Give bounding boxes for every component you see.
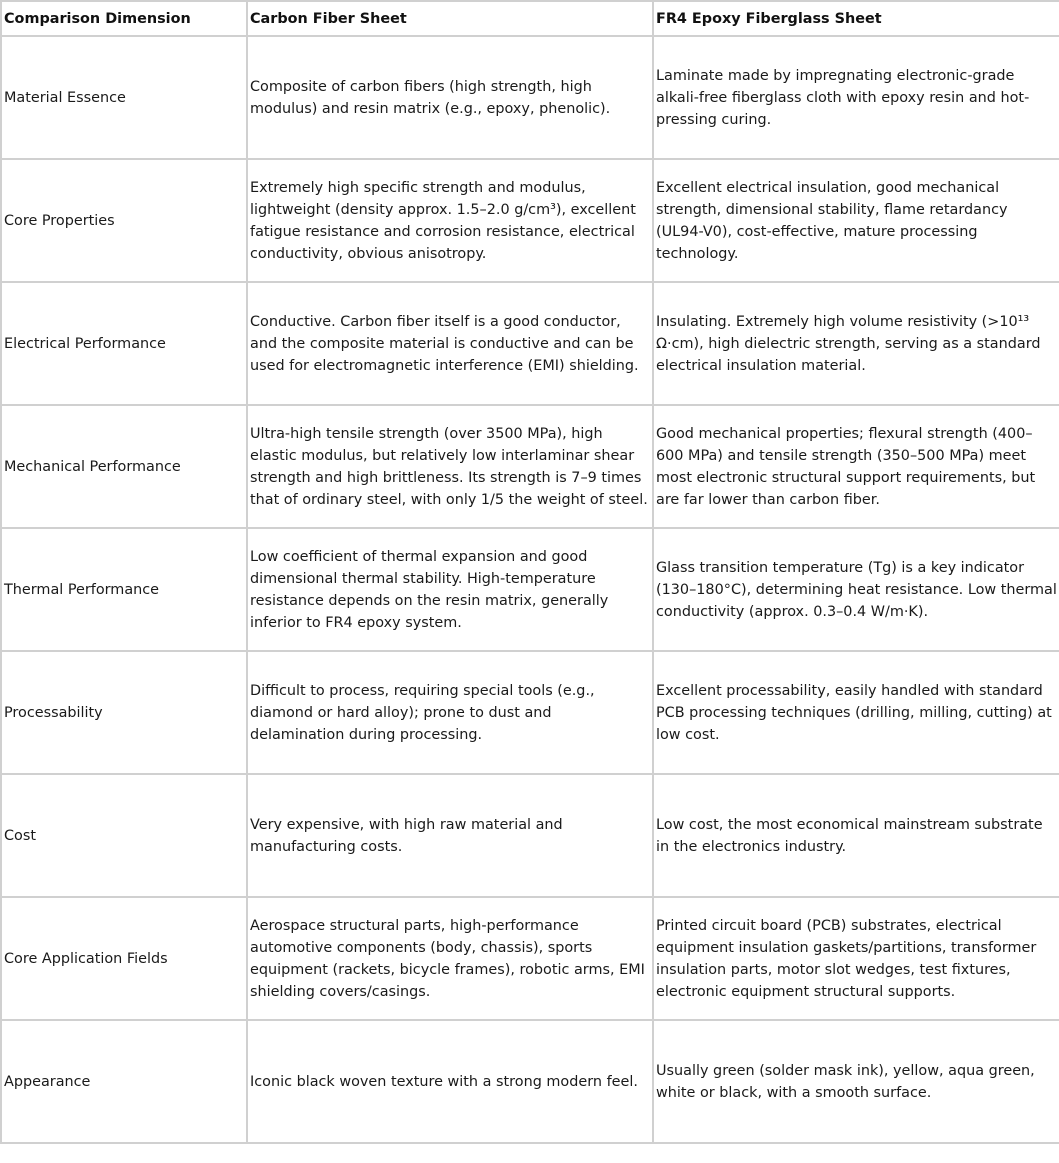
table-row bbox=[1, 1020, 1059, 1143]
fr4-cell: Insulating. Extremely high volume resistivity (>10¹³ Ω·cm), high dielectric strength, serving as a standard electrical insulation material. bbox=[653, 282, 1059, 405]
carbon-fiber-cell: Composite of carbon fibers (high strength, high modulus) and resin matrix (e.g., epoxy, phenolic). bbox=[247, 36, 653, 159]
table-row bbox=[1, 651, 1059, 774]
fr4-cell: Usually green (solder mask ink), yellow, aqua green, white or black, with a smooth surface. bbox=[653, 1020, 1059, 1143]
fr4-cell: Laminate made by impregnating electronic-grade alkali-free fiberglass cloth with epoxy resin and hot-pressing curing. bbox=[653, 36, 1059, 159]
table-row bbox=[1, 774, 1059, 897]
carbon-fiber-cell: Iconic black woven texture with a strong modern feel. bbox=[247, 1020, 653, 1143]
row-dimension-cell: Thermal Performance bbox=[1, 528, 247, 651]
row-dimension-cell: Cost bbox=[1, 774, 247, 897]
table-row bbox=[1, 159, 1059, 282]
carbon-fiber-cell: Aerospace structural parts, high-performance automotive components (body, chassis), sports equipment (rackets, bicycle frames), robotic arms, EMI shielding covers/casings. bbox=[247, 897, 653, 1020]
row-dimension-cell: Mechanical Performance bbox=[1, 405, 247, 528]
row-dimension-cell: Core Properties bbox=[1, 159, 247, 282]
fr4-cell: Printed circuit board (PCB) substrates, electrical equipment insulation gaskets/partitions, transformer insulation parts, motor slot wedges, test fixtures, electronic equipment structural supports. bbox=[653, 897, 1059, 1020]
table-header-row bbox=[1, 1, 1059, 36]
carbon-fiber-cell: Difficult to process, requiring special tools (e.g., diamond or hard alloy); prone to dust and delamination during processing. bbox=[247, 651, 653, 774]
table-row bbox=[1, 405, 1059, 528]
fr4-cell: Low cost, the most economical mainstream substrate in the electronics industry. bbox=[653, 774, 1059, 897]
header-fr4-sheet: FR4 Epoxy Fiberglass Sheet bbox=[653, 1, 1059, 36]
carbon-fiber-cell: Low coefficient of thermal expansion and good dimensional thermal stability. High-temperature resistance depends on the resin matrix, generally inferior to FR4 epoxy system. bbox=[247, 528, 653, 651]
carbon-fiber-cell: Very expensive, with high raw material and manufacturing costs. bbox=[247, 774, 653, 897]
row-dimension-cell: Appearance bbox=[1, 1020, 247, 1143]
header-comparison-dimension: Comparison Dimension bbox=[1, 1, 247, 36]
row-dimension-cell: Core Application Fields bbox=[1, 897, 247, 1020]
fr4-cell: Glass transition temperature (Tg) is a key indicator (130–180°C), determining heat resistance. Low thermal conductivity (approx. 0.3–0.4 W/m·K). bbox=[653, 528, 1059, 651]
carbon-fiber-cell: Extremely high specific strength and modulus, lightweight (density approx. 1.5–2.0 g/cm³), excellent fatigue resistance and corrosion resistance, electrical conductivity, obvious anisotropy. bbox=[247, 159, 653, 282]
fr4-cell: Excellent electrical insulation, good mechanical strength, dimensional stability, flame retardancy (UL94-V0), cost-effective, mature processing technology. bbox=[653, 159, 1059, 282]
row-dimension-cell: Material Essence bbox=[1, 36, 247, 159]
table-row bbox=[1, 282, 1059, 405]
carbon-fiber-cell: Conductive. Carbon fiber itself is a good conductor, and the composite material is conductive and can be used for electromagnetic interference (EMI) shielding. bbox=[247, 282, 653, 405]
fr4-cell: Good mechanical properties; flexural strength (400–600 MPa) and tensile strength (350–500 MPa) meet most electronic structural support requirements, but are far lower than carbon fiber. bbox=[653, 405, 1059, 528]
fr4-cell: Excellent processability, easily handled with standard PCB processing techniques (drilling, milling, cutting) at low cost. bbox=[653, 651, 1059, 774]
table-row bbox=[1, 897, 1059, 1020]
row-dimension-cell: Processability bbox=[1, 651, 247, 774]
carbon-fiber-cell: Ultra-high tensile strength (over 3500 MPa), high elastic modulus, but relatively low interlaminar shear strength and high brittleness. Its strength is 7–9 times that of ordinary steel, with only 1/5 the weight of steel. bbox=[247, 405, 653, 528]
header-carbon-fiber-sheet: Carbon Fiber Sheet bbox=[247, 1, 653, 36]
table-row bbox=[1, 528, 1059, 651]
row-dimension-cell: Electrical Performance bbox=[1, 282, 247, 405]
table-row bbox=[1, 36, 1059, 159]
